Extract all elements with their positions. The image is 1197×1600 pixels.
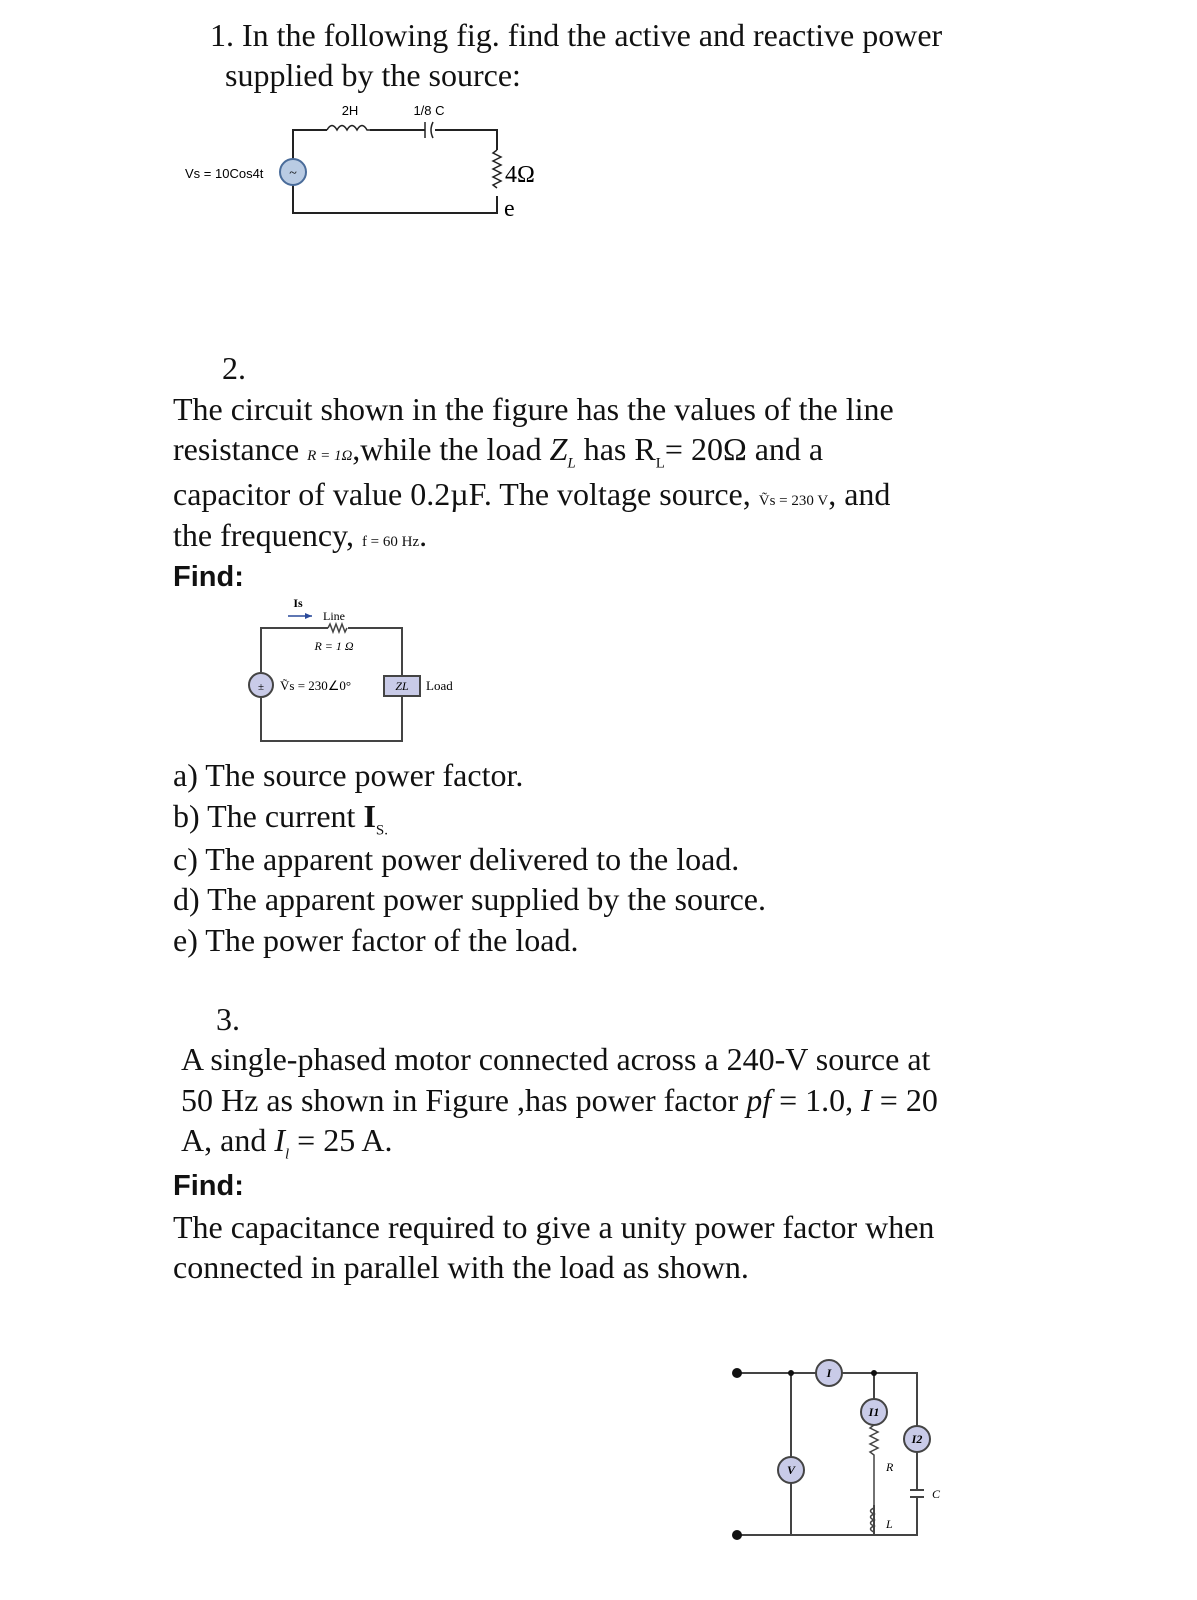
svg-text:V: V <box>786 1463 796 1477</box>
svg-text:L: L <box>886 1517 893 1531</box>
svg-text:Line: Line <box>323 609 345 623</box>
svg-text:ZL: ZL <box>395 679 409 693</box>
svg-text:I: I <box>826 1366 832 1380</box>
q2-find-heading: Find: <box>173 561 244 593</box>
svg-text:I1: I1 <box>868 1405 880 1419</box>
svg-text:I2: I2 <box>911 1432 923 1446</box>
capacitor-label: 1/8 C <box>413 103 445 118</box>
q3-text-line1: A single-phased motor connected across a 240-V source at <box>181 1041 931 1077</box>
q2-text-line4: the frequency, f = 60 Hz. <box>173 517 428 553</box>
node-label: e <box>504 196 515 222</box>
q1-text-line2: supplied by the source: <box>225 57 521 93</box>
q3-text-line5: connected in parallel with the load as shown. <box>173 1249 749 1285</box>
q2-text-line2: resistance R = 1Ω,while the load $Z_L$ has $R_L= 20\Omega$ and a <box>173 431 824 472</box>
q2-text-line3: capacitor of value 0.2µF. The voltage source, Ṽs = 230 V, and <box>173 476 891 512</box>
q2-item-d: d) The apparent power supplied by the source. <box>173 881 766 917</box>
q2-number: 2. <box>222 350 246 386</box>
svg-text:Load: Load <box>426 678 453 693</box>
q3-text-line2: 50 Hz as shown in Figure ,has power factor pf = 1.0, I = 20 <box>181 1082 938 1118</box>
svg-text:Is: Is <box>293 596 303 610</box>
svg-text:R = 1 Ω: R = 1 Ω <box>314 639 354 653</box>
q3-text-line3: A, and $I_l = 25$ A. <box>181 1122 393 1163</box>
q2-text-line1: The circuit shown in the figure has the values of the line <box>173 391 894 427</box>
svg-text:~: ~ <box>289 166 297 181</box>
q2-item-a: a) The source power factor. <box>173 757 524 793</box>
q3-find-heading: Find: <box>173 1170 244 1202</box>
svg-text:C: C <box>932 1487 941 1501</box>
q2-item-b: b) The current $I_{S.}$ <box>173 798 388 839</box>
q1-text-line1: 1. In the following fig. find the active and reactive power <box>210 17 943 53</box>
q3-number: 3. <box>216 1001 240 1037</box>
svg-text:±: ± <box>257 681 265 693</box>
source-label: Vs = 10Cos4t <box>185 166 264 181</box>
resistor-label: 4Ω <box>505 162 535 188</box>
q3-text-line4: The capacitance required to give a unity power factor when <box>173 1209 935 1245</box>
svg-text:Ṽs = 230∠0°: Ṽs = 230∠0° <box>280 678 352 693</box>
svg-text:R: R <box>886 1460 894 1474</box>
q2-item-e: e) The power factor of the load. <box>173 922 579 958</box>
inductor-label: 2H <box>341 103 359 118</box>
q2-item-c: c) The apparent power delivered to the load. <box>173 841 740 877</box>
